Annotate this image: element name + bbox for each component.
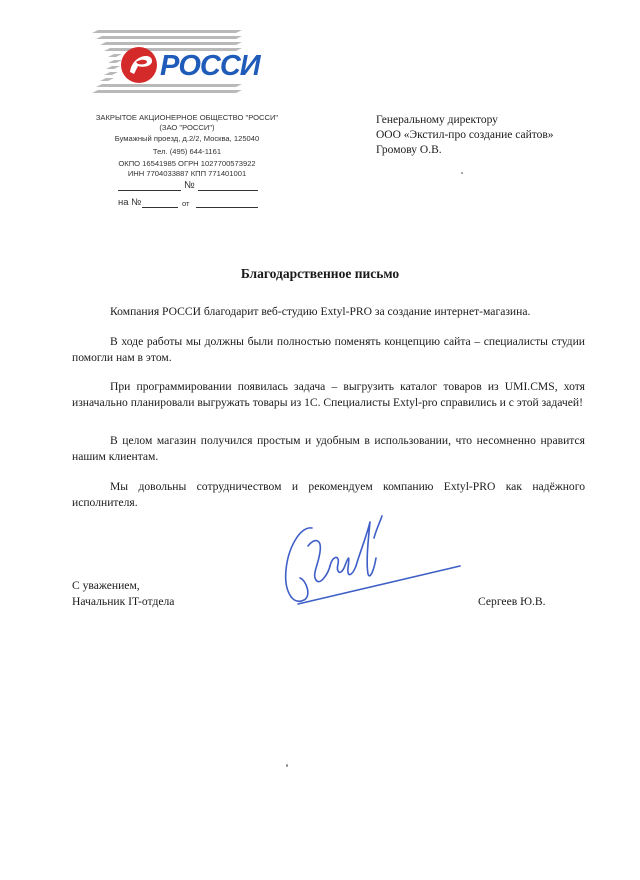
company-okpo-ogrn: ОКПО 16541985 ОГРН 1027700573922: [118, 159, 256, 168]
incoming-from-label: от: [182, 199, 190, 208]
signoff-name: Сергеев Ю.В.: [478, 595, 546, 608]
paragraph-text: Компания РОССИ благодарит веб-студию Extyl-PRO за создание интернет-магазина.: [110, 305, 531, 318]
company-fullname: ЗАКРЫТОЕ АКЦИОНЕРНОЕ ОБЩЕСТВО "РОССИ": [95, 113, 279, 122]
company-address: Бумажный проезд, д.2/2, Москва, 125040: [114, 134, 260, 143]
body-paragraph-3: [72, 379, 585, 410]
addressee-position: Генеральному директору: [376, 114, 498, 126]
company-inn-kpp: ИНН 7704033887 КПП 771401001: [127, 169, 247, 178]
paragraph-text: В ходе работы мы должны были полностью поменять концепцию сайта – специалисты студии помогли нам в этом.: [72, 335, 585, 364]
outgoing-date-line: [118, 190, 181, 191]
addressee-company: ООО «Экстил-про создание сайтов»: [376, 129, 554, 141]
signoff-position: Начальник IT-отдела: [72, 595, 175, 608]
body-paragraph-1: [72, 304, 585, 320]
paragraph-text: В целом магазин получился простым и удобным в использовании, что несомненно нравится нашим клиентам.: [72, 434, 585, 463]
incoming-number-line: [142, 207, 178, 208]
paper-speck: [461, 172, 463, 174]
paper-speck: [286, 764, 288, 767]
incoming-ref-label: на №: [118, 197, 142, 208]
rossi-logo-graphic: [92, 22, 292, 108]
logo-wordmark: РОССИ: [160, 50, 260, 82]
handwritten-signature: [270, 508, 470, 618]
body-paragraph-5: [72, 479, 585, 510]
signoff-regards: С уважением,: [72, 579, 140, 592]
body-paragraph-4: [72, 433, 585, 464]
body-paragraph-2: [72, 334, 585, 365]
addressee-name: Громову О.В.: [376, 144, 442, 156]
paragraph-text: Мы довольны сотрудничеством и рекомендуем компанию Extyl-PRO как надёжного исполнителя.: [72, 480, 585, 509]
number-label: №: [184, 180, 195, 191]
letter-title: Благодарственное письмо: [240, 266, 400, 281]
company-shortname: (ЗАО "РОССИ"): [159, 123, 215, 132]
company-phone: Тел. (495) 644-1161: [152, 147, 222, 156]
outgoing-number-line: [198, 190, 258, 191]
rossi-logo: [92, 22, 292, 108]
incoming-date-line: [196, 207, 258, 208]
paragraph-text: При программировании появилась задача – выгрузить каталог товаров из UMI.CMS, хотя изначально планировали выгружать товары из 1С. Специалисты Extyl-pro справились и с этой задачей!: [72, 380, 585, 409]
